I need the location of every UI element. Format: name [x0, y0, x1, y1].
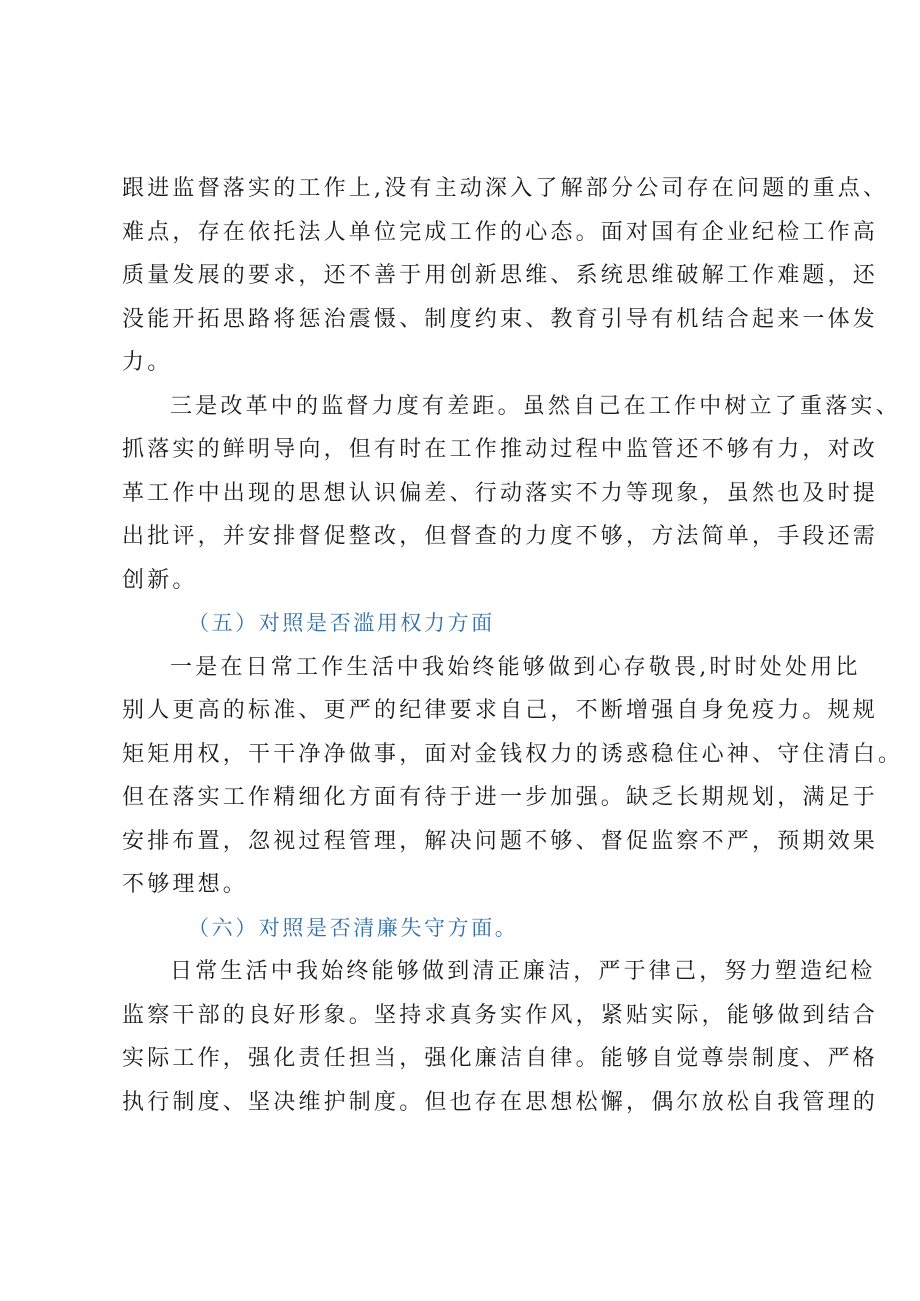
text-line: 力。: [122, 350, 173, 375]
text-line: 执行制度、坚决维护制度。但也存在思想松懈，偶尔放松自我管理的: [122, 1089, 879, 1115]
section-heading-six: [122, 907, 822, 951]
text-line: 实际工作，强化责任担当，强化廉洁自律。能够自觉尊崇制度、严格: [122, 1046, 879, 1071]
text-line: 创新。: [122, 567, 198, 593]
text-line: 别人更高的标准、更严的纪律要求自己，不断增强自身免疫力。规规: [122, 698, 879, 723]
text-line: 安排布置，忽视过程管理，解决问题不够、督促监察不严，预期效果: [122, 828, 879, 854]
text-line: 跟进监督落实的工作上,没有主动深入了解部分公司存在问题的重点、: [122, 176, 889, 201]
paragraph-reform-supervision: [122, 385, 901, 603]
text-line: 监察干部的良好形象。坚持求真务实作风，紧贴实际，能够做到结合: [122, 1002, 879, 1028]
text-line: 日常生活中我始终能够做到清正廉洁，严于律己，努力塑造纪检: [170, 959, 876, 984]
paragraph-power-use: [122, 646, 904, 907]
heading-text: （五）对照是否滥用权力方面: [188, 611, 495, 635]
text-line: 抓落实的鲜明导向，但有时在工作推动过程中监管还不够有力，对改: [122, 437, 879, 462]
paragraph-integrity: [122, 950, 879, 1124]
text-line: 不够理想。: [122, 872, 249, 897]
heading-text: （六）对照是否清廉失守方面。: [188, 915, 519, 940]
text-line: 没能开拓思路将惩治震慑、制度约束、教育引导有机结合起来一体发: [122, 306, 879, 332]
text-line: 但在落实工作精细化方面有待于进一步加强。缺乏长期规划，满足于: [122, 785, 879, 810]
text-line: 三是改革中的监督力度有差距。虽然自己在工作中树立了重落实、: [170, 393, 901, 419]
section-heading-five: [122, 602, 822, 646]
text-line: 出批评，并安排督促整改，但督查的力度不够，方法简单，手段还需: [122, 524, 879, 549]
text-line: 一是在日常工作生活中我始终能够做到心存敬畏,时时处处用比: [170, 654, 861, 680]
paragraph-continuation: [122, 167, 889, 385]
text-line: 难点，存在依托法人单位完成工作的心态。面对国有企业纪检工作高: [122, 219, 879, 245]
text-line: 质量发展的要求，还不善于用创新思维、系统思维破解工作难题，还: [122, 263, 879, 288]
document-body: [122, 167, 904, 1124]
text-line: 矩矩用权，干干净净做事，面对金钱权力的诱惑稳住心神、守住清白。: [122, 741, 904, 767]
text-line: 革工作中出现的思想认识偏差、行动落实不力等现象，虽然也及时提: [122, 480, 879, 506]
